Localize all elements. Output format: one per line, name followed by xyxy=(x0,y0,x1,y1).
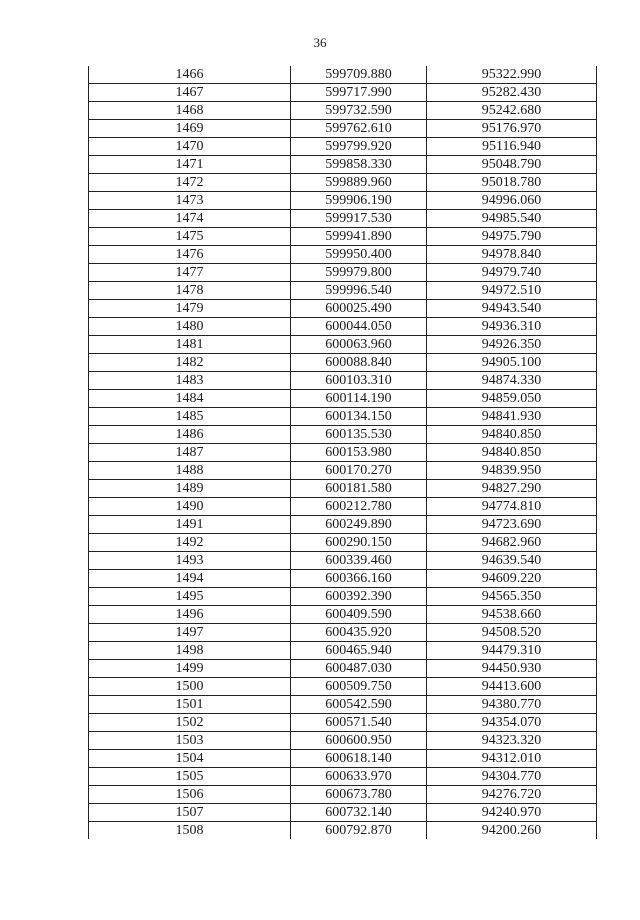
table-row xyxy=(89,426,597,444)
point-number-cell: 1506 xyxy=(89,786,291,804)
point-number-cell: 1470 xyxy=(89,138,291,156)
x-coordinate-cell: 600542.590 xyxy=(291,696,427,714)
x-coordinate-cell: 599717.990 xyxy=(291,84,427,102)
table-row xyxy=(89,570,597,588)
table-row xyxy=(89,372,597,390)
y-coordinate-cell: 94996.060 xyxy=(427,192,597,210)
x-coordinate-cell: 600290.150 xyxy=(291,534,427,552)
point-number-cell: 1482 xyxy=(89,354,291,372)
x-coordinate-cell: 600212.780 xyxy=(291,498,427,516)
x-coordinate-cell: 600114.190 xyxy=(291,390,427,408)
table-row xyxy=(89,642,597,660)
table-row xyxy=(89,660,597,678)
y-coordinate-cell: 94840.850 xyxy=(427,426,597,444)
y-coordinate-cell: 94304.770 xyxy=(427,768,597,786)
x-coordinate-cell: 599858.330 xyxy=(291,156,427,174)
table-row xyxy=(89,714,597,732)
table-row xyxy=(89,246,597,264)
y-coordinate-cell: 94972.510 xyxy=(427,282,597,300)
point-number-cell: 1475 xyxy=(89,228,291,246)
table-row xyxy=(89,210,597,228)
coordinates-table-body xyxy=(89,66,597,839)
x-coordinate-cell: 599996.540 xyxy=(291,282,427,300)
table-row xyxy=(89,624,597,642)
point-number-cell: 1479 xyxy=(89,300,291,318)
x-coordinate-cell: 600249.890 xyxy=(291,516,427,534)
y-coordinate-cell: 94979.740 xyxy=(427,264,597,282)
table-row xyxy=(89,120,597,138)
table-row xyxy=(89,696,597,714)
x-coordinate-cell: 600339.460 xyxy=(291,552,427,570)
point-number-cell: 1477 xyxy=(89,264,291,282)
point-number-cell: 1486 xyxy=(89,426,291,444)
table-row xyxy=(89,480,597,498)
table-row xyxy=(89,498,597,516)
x-coordinate-cell: 600088.840 xyxy=(291,354,427,372)
point-number-cell: 1492 xyxy=(89,534,291,552)
table-row xyxy=(89,552,597,570)
x-coordinate-cell: 600392.390 xyxy=(291,588,427,606)
y-coordinate-cell: 94943.540 xyxy=(427,300,597,318)
x-coordinate-cell: 600063.960 xyxy=(291,336,427,354)
point-number-cell: 1503 xyxy=(89,732,291,750)
x-coordinate-cell: 600134.150 xyxy=(291,408,427,426)
page-number: 36 xyxy=(313,35,327,50)
y-coordinate-cell: 95018.780 xyxy=(427,174,597,192)
table-row xyxy=(89,606,597,624)
y-coordinate-cell: 94840.850 xyxy=(427,444,597,462)
y-coordinate-cell: 94508.520 xyxy=(427,624,597,642)
point-number-cell: 1491 xyxy=(89,516,291,534)
table-row xyxy=(89,462,597,480)
point-number-cell: 1481 xyxy=(89,336,291,354)
point-number-cell: 1476 xyxy=(89,246,291,264)
table-row xyxy=(89,336,597,354)
point-number-cell: 1483 xyxy=(89,372,291,390)
x-coordinate-cell: 600487.030 xyxy=(291,660,427,678)
x-coordinate-cell: 600465.940 xyxy=(291,642,427,660)
point-number-cell: 1471 xyxy=(89,156,291,174)
table-row xyxy=(89,822,597,840)
y-coordinate-cell: 94827.290 xyxy=(427,480,597,498)
table-row xyxy=(89,318,597,336)
y-coordinate-cell: 95282.430 xyxy=(427,84,597,102)
table-row xyxy=(89,408,597,426)
y-coordinate-cell: 94413.600 xyxy=(427,678,597,696)
y-coordinate-cell: 94723.690 xyxy=(427,516,597,534)
table-row xyxy=(89,66,597,84)
point-number-cell: 1498 xyxy=(89,642,291,660)
y-coordinate-cell: 94859.050 xyxy=(427,390,597,408)
y-coordinate-cell: 94975.790 xyxy=(427,228,597,246)
y-coordinate-cell: 94276.720 xyxy=(427,786,597,804)
x-coordinate-cell: 600025.490 xyxy=(291,300,427,318)
x-coordinate-cell: 599941.890 xyxy=(291,228,427,246)
table-row xyxy=(89,192,597,210)
x-coordinate-cell: 600618.140 xyxy=(291,750,427,768)
table-row xyxy=(89,804,597,822)
point-number-cell: 1495 xyxy=(89,588,291,606)
y-coordinate-cell: 94874.330 xyxy=(427,372,597,390)
x-coordinate-cell: 600103.310 xyxy=(291,372,427,390)
y-coordinate-cell: 95242.680 xyxy=(427,102,597,120)
x-coordinate-cell: 600181.580 xyxy=(291,480,427,498)
x-coordinate-cell: 599906.190 xyxy=(291,192,427,210)
y-coordinate-cell: 94905.100 xyxy=(427,354,597,372)
x-coordinate-cell: 600153.980 xyxy=(291,444,427,462)
x-coordinate-cell: 600044.050 xyxy=(291,318,427,336)
table-row xyxy=(89,678,597,696)
point-number-cell: 1496 xyxy=(89,606,291,624)
y-coordinate-cell: 94323.320 xyxy=(427,732,597,750)
point-number-cell: 1469 xyxy=(89,120,291,138)
y-coordinate-cell: 94240.970 xyxy=(427,804,597,822)
x-coordinate-cell: 599709.880 xyxy=(291,66,427,84)
table-row xyxy=(89,102,597,120)
point-number-cell: 1497 xyxy=(89,624,291,642)
y-coordinate-cell: 94985.540 xyxy=(427,210,597,228)
table-row xyxy=(89,174,597,192)
table-row xyxy=(89,390,597,408)
table-row xyxy=(89,588,597,606)
x-coordinate-cell: 599889.960 xyxy=(291,174,427,192)
x-coordinate-cell: 600732.140 xyxy=(291,804,427,822)
y-coordinate-cell: 94354.070 xyxy=(427,714,597,732)
point-number-cell: 1488 xyxy=(89,462,291,480)
table-row xyxy=(89,156,597,174)
point-number-cell: 1474 xyxy=(89,210,291,228)
y-coordinate-cell: 94978.840 xyxy=(427,246,597,264)
table-row xyxy=(89,84,597,102)
y-coordinate-cell: 94682.960 xyxy=(427,534,597,552)
table-row xyxy=(89,264,597,282)
x-coordinate-cell: 600792.870 xyxy=(291,822,427,840)
table-row xyxy=(89,300,597,318)
point-number-cell: 1499 xyxy=(89,660,291,678)
point-number-cell: 1504 xyxy=(89,750,291,768)
y-coordinate-cell: 94639.540 xyxy=(427,552,597,570)
y-coordinate-cell: 94200.260 xyxy=(427,822,597,840)
coordinates-table xyxy=(88,66,597,839)
point-number-cell: 1494 xyxy=(89,570,291,588)
x-coordinate-cell: 599979.800 xyxy=(291,264,427,282)
table-row xyxy=(89,282,597,300)
y-coordinate-cell: 95322.990 xyxy=(427,66,597,84)
table-row xyxy=(89,786,597,804)
table-row xyxy=(89,354,597,372)
point-number-cell: 1466 xyxy=(89,66,291,84)
point-number-cell: 1505 xyxy=(89,768,291,786)
point-number-cell: 1500 xyxy=(89,678,291,696)
y-coordinate-cell: 94609.220 xyxy=(427,570,597,588)
y-coordinate-cell: 95116.940 xyxy=(427,138,597,156)
y-coordinate-cell: 94841.930 xyxy=(427,408,597,426)
point-number-cell: 1467 xyxy=(89,84,291,102)
point-number-cell: 1468 xyxy=(89,102,291,120)
point-number-cell: 1480 xyxy=(89,318,291,336)
point-number-cell: 1484 xyxy=(89,390,291,408)
x-coordinate-cell: 600366.160 xyxy=(291,570,427,588)
point-number-cell: 1485 xyxy=(89,408,291,426)
x-coordinate-cell: 600673.780 xyxy=(291,786,427,804)
x-coordinate-cell: 600435.920 xyxy=(291,624,427,642)
x-coordinate-cell: 600170.270 xyxy=(291,462,427,480)
point-number-cell: 1489 xyxy=(89,480,291,498)
x-coordinate-cell: 599762.610 xyxy=(291,120,427,138)
x-coordinate-cell: 599917.530 xyxy=(291,210,427,228)
y-coordinate-cell: 94926.350 xyxy=(427,336,597,354)
table-row xyxy=(89,516,597,534)
y-coordinate-cell: 94774.810 xyxy=(427,498,597,516)
table-row xyxy=(89,534,597,552)
table-row xyxy=(89,768,597,786)
x-coordinate-cell: 600600.950 xyxy=(291,732,427,750)
x-coordinate-cell: 599799.920 xyxy=(291,138,427,156)
x-coordinate-cell: 600633.970 xyxy=(291,768,427,786)
y-coordinate-cell: 95176.970 xyxy=(427,120,597,138)
x-coordinate-cell: 599732.590 xyxy=(291,102,427,120)
point-number-cell: 1472 xyxy=(89,174,291,192)
point-number-cell: 1490 xyxy=(89,498,291,516)
y-coordinate-cell: 94936.310 xyxy=(427,318,597,336)
point-number-cell: 1478 xyxy=(89,282,291,300)
x-coordinate-cell: 600571.540 xyxy=(291,714,427,732)
x-coordinate-cell: 599950.400 xyxy=(291,246,427,264)
y-coordinate-cell: 94839.950 xyxy=(427,462,597,480)
y-coordinate-cell: 94450.930 xyxy=(427,660,597,678)
table-row xyxy=(89,444,597,462)
y-coordinate-cell: 94479.310 xyxy=(427,642,597,660)
y-coordinate-cell: 94380.770 xyxy=(427,696,597,714)
table-row xyxy=(89,228,597,246)
point-number-cell: 1502 xyxy=(89,714,291,732)
table-row xyxy=(89,732,597,750)
y-coordinate-cell: 94312.010 xyxy=(427,750,597,768)
point-number-cell: 1493 xyxy=(89,552,291,570)
table-row xyxy=(89,138,597,156)
x-coordinate-cell: 600135.530 xyxy=(291,426,427,444)
point-number-cell: 1508 xyxy=(89,822,291,840)
point-number-cell: 1507 xyxy=(89,804,291,822)
point-number-cell: 1501 xyxy=(89,696,291,714)
x-coordinate-cell: 600509.750 xyxy=(291,678,427,696)
x-coordinate-cell: 600409.590 xyxy=(291,606,427,624)
y-coordinate-cell: 94565.350 xyxy=(427,588,597,606)
table-row xyxy=(89,750,597,768)
y-coordinate-cell: 95048.790 xyxy=(427,156,597,174)
point-number-cell: 1487 xyxy=(89,444,291,462)
y-coordinate-cell: 94538.660 xyxy=(427,606,597,624)
point-number-cell: 1473 xyxy=(89,192,291,210)
